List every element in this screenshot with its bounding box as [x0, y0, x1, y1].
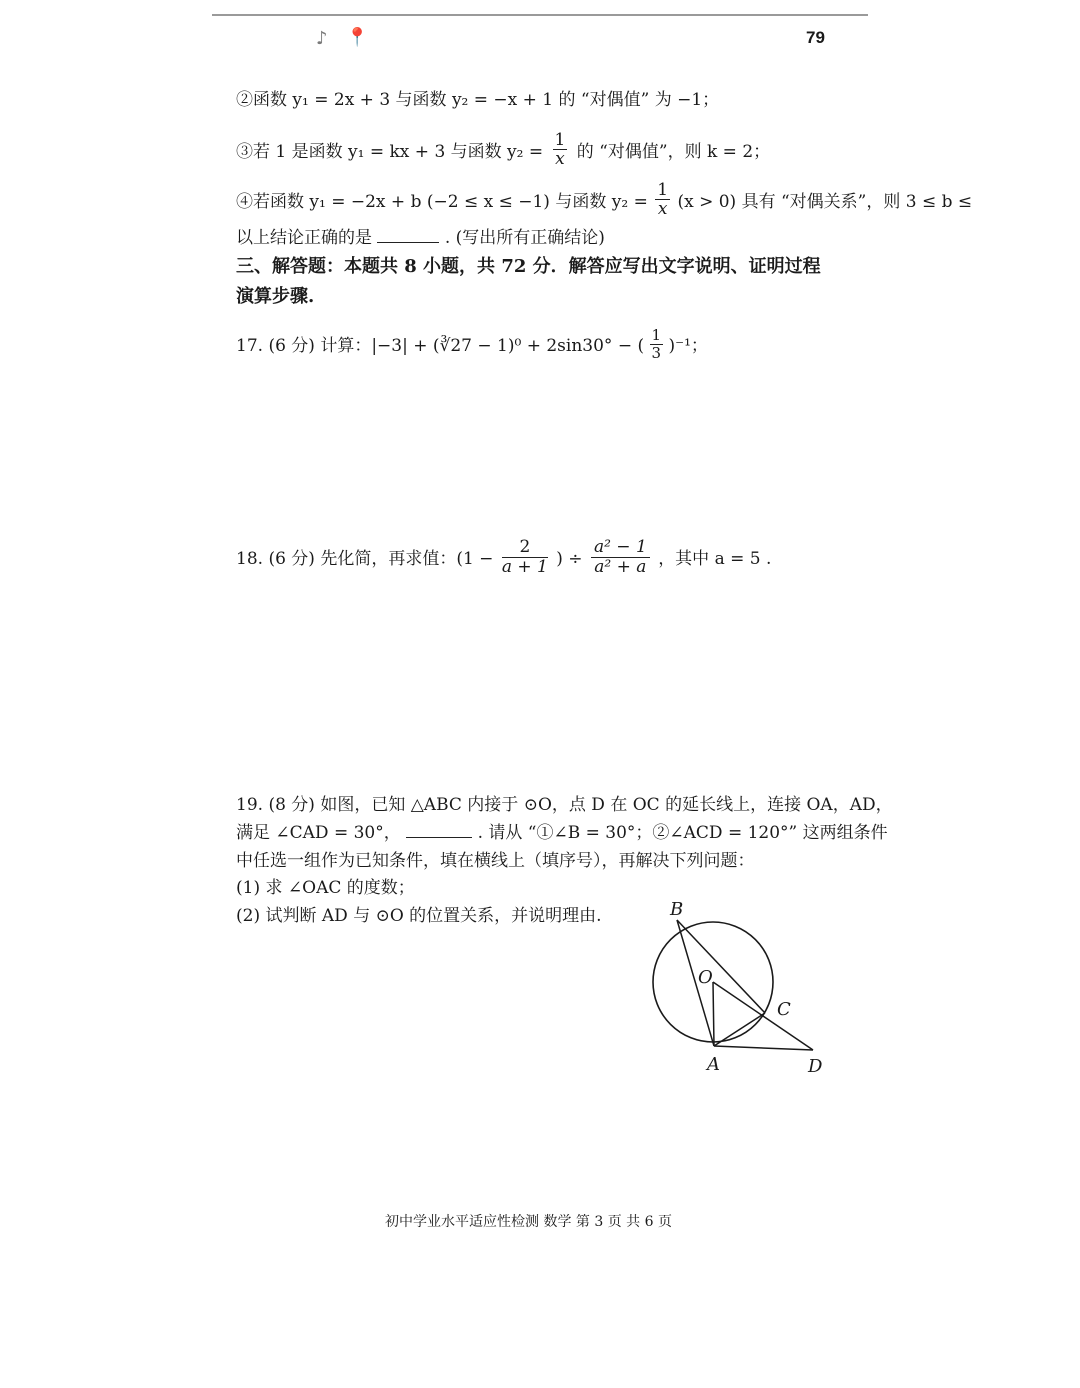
q19-sub-1: (1) 求 ∠OAC 的度数； — [236, 878, 415, 898]
item-3-frac-den: x — [555, 149, 565, 169]
page-number: 79 — [806, 28, 825, 47]
segment-ad — [714, 1046, 813, 1050]
section-3-heading-cont: 演算步骤. — [236, 286, 315, 307]
item-3-frac-num: 1 — [554, 130, 566, 150]
item-2: ②函数 y₁ = 2x + 3 与函数 y₂ = −x + 1 的 “对偶值” 为 −1； — [236, 90, 720, 110]
label-a: A — [707, 1054, 720, 1075]
q18-prefix: 18. (6 分) 先化简，再求值：(1 − — [236, 549, 494, 569]
q18-frac2-num: a² − 1 — [591, 538, 650, 558]
q19-sub-2: (2) 试判断 AD 与 ⊙O 的位置关系，并说明理由. — [236, 906, 602, 926]
q17-frac-den: 3 — [651, 344, 662, 362]
q17-text: 17. (6 分) 计算：|−3| + (∛27 − 1)⁰ + 2sin30° − ( — [236, 336, 645, 356]
item-4-prefix: ④若函数 y₁ = −2x + b (−2 ≤ x ≤ −1) 与函数 y₂ = — [236, 192, 648, 212]
q18-frac1-num: 2 — [502, 538, 548, 558]
conclusion-prefix: 以上结论正确的是 — [236, 228, 372, 248]
q19-line-2 — [236, 822, 888, 844]
label-b: B — [670, 899, 684, 920]
circle-geometry-figure — [640, 895, 840, 1085]
q18-suffix: ，其中 a = 5 . — [658, 549, 772, 569]
q18-mid: ) ÷ — [556, 549, 583, 569]
answer-blank-19[interactable] — [406, 823, 472, 838]
item-4 — [236, 180, 973, 221]
page-footer: 初中学业水平适应性检测 数学 第 3 页 共 6 页 — [385, 1214, 672, 1230]
segment-ac — [714, 1013, 765, 1046]
location-pin-icon: 📍 — [346, 27, 369, 48]
q19-line-3: 中任选一组作为已知条件，填在横线上（填序号），再解决下列问题： — [236, 851, 755, 871]
q19-line-2-prefix: 满足 ∠CAD = 30°， — [236, 823, 401, 843]
q19-line-1: 19. (8 分) 如图，已知 △ABC 内接于 ⊙O，点 D 在 OC 的延长线上，连接 OA，AD， — [236, 795, 893, 815]
item-3 — [236, 130, 771, 171]
segment-oa — [713, 982, 714, 1046]
answer-blank-16[interactable] — [377, 228, 439, 243]
q18-fraction-1 — [502, 538, 548, 577]
label-c: C — [777, 999, 791, 1020]
item-3-suffix: 的 “对偶值”，则 k = 2； — [576, 142, 771, 162]
question-17 — [236, 326, 708, 364]
conclusion-suffix: . (写出所有正确结论) — [444, 228, 605, 248]
q18-frac1-den: a + 1 — [501, 557, 548, 577]
section-3-heading: 三、解答题：本题共 8 小题，共 72 分．解答应写出文字说明、证明过程 — [236, 256, 821, 277]
q18-frac2-den: a² + a — [594, 557, 647, 577]
conclusion-line — [236, 227, 605, 249]
top-rule — [212, 14, 868, 16]
question-18 — [236, 537, 772, 579]
item-4-fraction — [655, 181, 670, 218]
item-4-frac-num: 1 — [657, 180, 669, 200]
item-3-fraction — [553, 131, 568, 168]
item-3-prefix: ③若 1 是函数 y₁ = kx + 3 与函数 y₂ = — [236, 142, 544, 162]
q17-fraction — [650, 327, 664, 362]
label-o: O — [698, 967, 713, 988]
q18-fraction-2 — [591, 538, 650, 577]
label-d: D — [808, 1056, 823, 1077]
item-4-suffix: (x > 0) 具有 “对偶关系”，则 3 ≤ b ≤ — [677, 192, 973, 212]
q17-frac-num: 1 — [651, 326, 662, 344]
q19-line-2-suffix: . 请从 “①∠B = 30°；②∠ACD = 120°” 这两组条件 — [477, 823, 888, 843]
app-logo-icon: ♪ — [316, 28, 328, 49]
item-4-frac-den: x — [657, 199, 668, 219]
q17-tail: )⁻¹； — [668, 336, 708, 356]
